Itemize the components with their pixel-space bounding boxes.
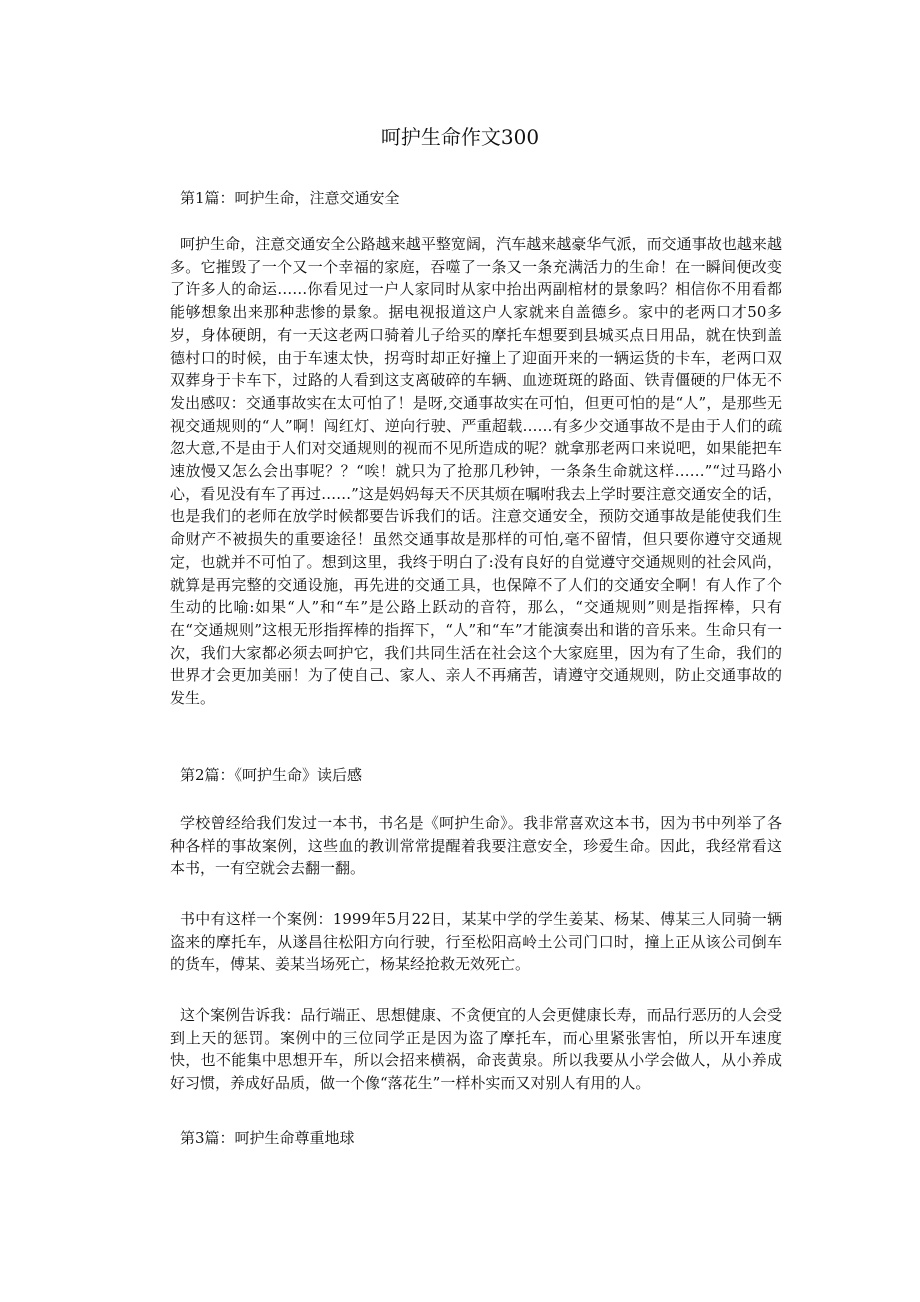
section-2-paragraph-1: 学校曾经给我们发过一本书，书名是《呵护生命》。我非常喜欢这本书，因为书中列举了各种各样的事故案例，这些血的教训常常提醒着我要注意安全，珍爱生命。因此，我经常看这本书，一有空就会去翻一翻。 [170, 814, 782, 878]
section-1-paragraph-1: 呵护生命，注意交通安全公路越来越平整宽阔，汽车越来越豪华气派，而交通事故也越来越多。它摧毁了一个又一个幸福的家庭，吞噬了一条又一条充满活力的生命！在一瞬间便改变了许多人的命运……你看见过一户人家同时从家中抬出两副棺材的景象吗？相信你不用看都能够想象出来那种悲惨的景象。据电视报道这户人家就来自盖德乡。家中的老两口才50多岁，身体硬朗，有一天这老两口骑着儿子给买的摩托车想要到县城买点日用品，就在快到盖德村口的时候，由于车速太快，拐弯时却正好撞上了迎面开来的一辆运货的卡车，老两口双双葬身于卡车下，过路的人看到这支离破碎的车辆、血迹斑斑的路面、铁青僵硬的尸体无不发出感叹：交通事故实在太可怕了！是呀,交通事故实在可怕，但更可怕的是“人”，是那些无视交通规则的“人”啊！闯红灯、逆向行驶、严重超载……有多少交通事故不是由于人们的疏忽大意,不是由于人们对交通规则的视而不见所造成的呢？就拿那老两口来说吧，如果能把车速放慢又怎么会出事呢？？“唉！就只为了抢那几秒钟，一条条生命就这样……”“过马路小心，看见没有车了再过……”这是妈妈每天不厌其烦在嘱咐我去上学时要注意交通安全的话，也是我们的老师在放学时候都要告诉我们的话。注意交通安全，预防交通事故是能使我们生命财产不被损失的重要途径！虽然交通事故是那样的可怕,毫不留情，但只要你遵守交通规定，也就并不可怕了。想到这里，我终于明白了:没有良好的自觉遵守交通规则的社会风尚，就算是再完整的交通设施，再先进的交通工具，也保障不了人们的交通安全啊！有人作了个生动的比喻:如果“人”和“车”是公路上跃动的音符，那么，“交通规则”则是指挥棒，只有在“交通规则”这根无形指挥棒的指挥下，“人”和“车”才能演奏出和谐的音乐来。生命只有一次，我们大家都必须去呵护它，我们共同生活在社会这个大家庭里，因为有了生命，我们的世界才会更加美丽！为了使自己、家人、亲人不再痛苦，请遵守交通规则，防止交通事故的发生。 [170, 235, 782, 708]
section-2-heading: 第2篇：《呵护生命》读后感 [180, 766, 363, 784]
section-1-heading: 第1篇：呵护生命，注意交通安全 [180, 189, 400, 207]
section-3-heading: 第3篇：呵护生命尊重地球 [180, 1129, 355, 1147]
section-2-paragraph-3: 这个案例告诉我：品行端正、思想健康、不贪便宜的人会更健康长寿，而品行恶历的人会受到上天的惩罚。案例中的三位同学正是因为盗了摩托车，而心里紧张害怕，所以开车速度快，也不能集中思想开车，所以会招来横祸，命丧黄泉。所以我要从小学会做人，从小养成好习惯，养成好品质，做一个像“落花生”一样朴实而又对别人有用的人。 [170, 1006, 782, 1093]
section-2-paragraph-2: 书中有这样一个案例：1999年5月22日，某某中学的学生姜某、杨某、傅某三人同骑一辆盗来的摩托车，从遂昌往松阳方向行驶，行至松阳高岭土公司门口时，撞上正从该公司倒车的货车，傅某、姜某当场死亡，杨某经抢救无效死亡。 [170, 910, 782, 974]
document-title: 呵护生命作文300 [380, 125, 540, 149]
